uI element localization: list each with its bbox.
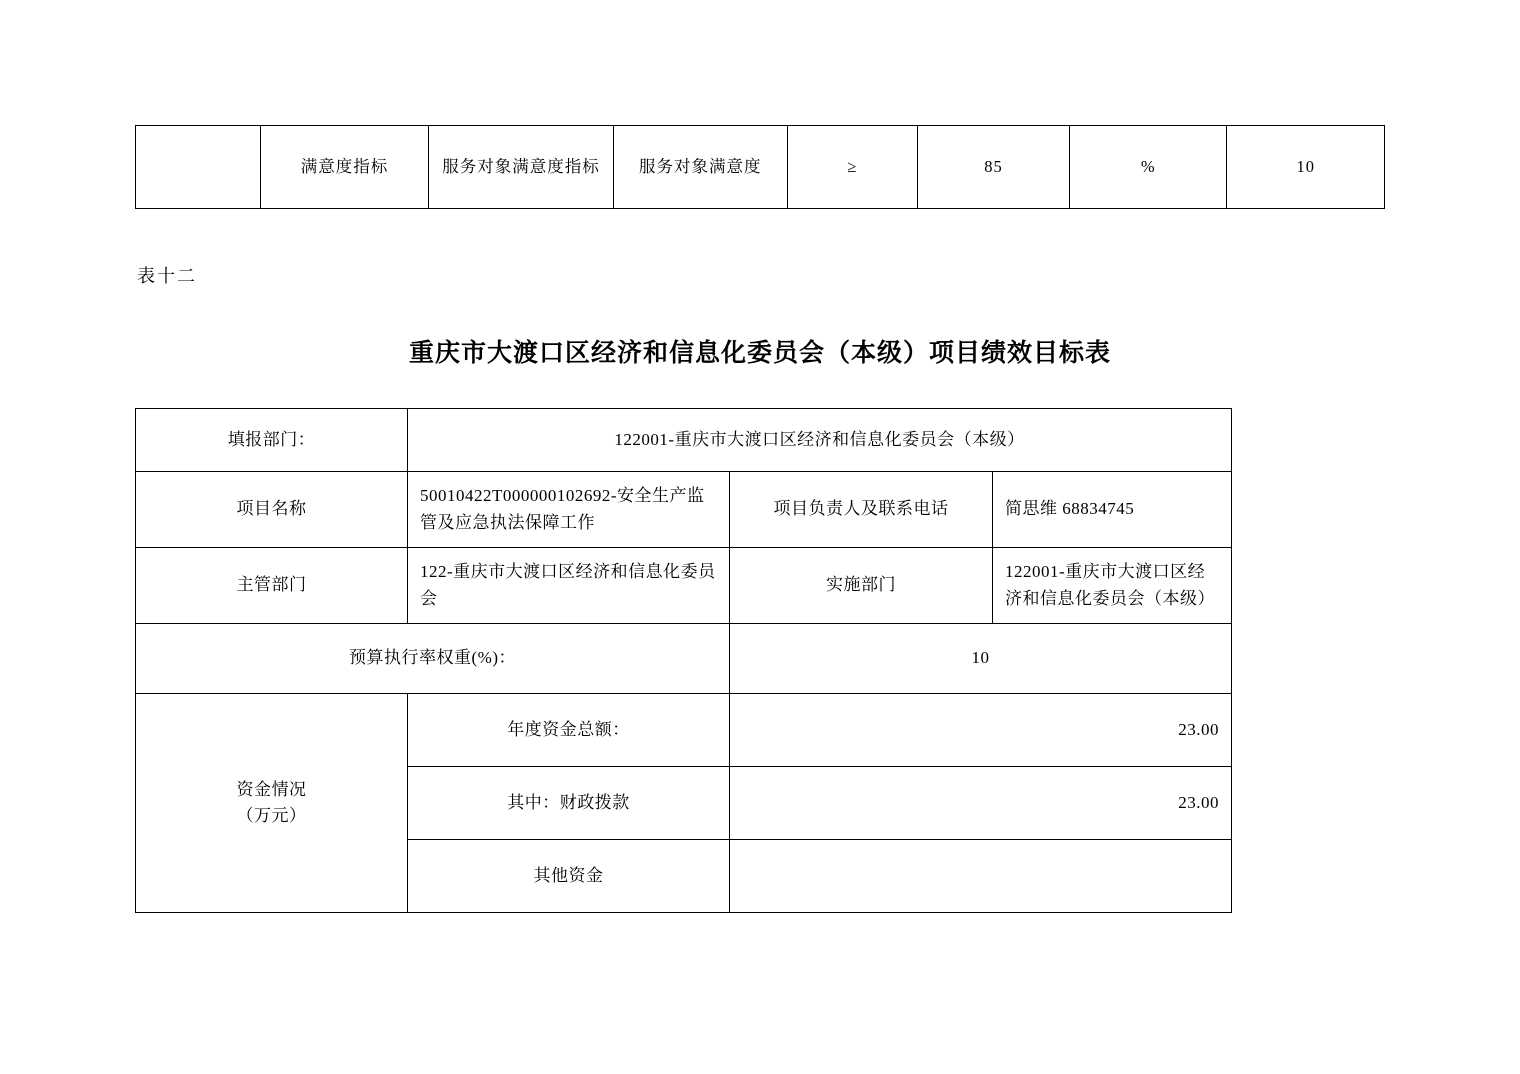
page-title: 重庆市大渡口区经济和信息化委员会（本级）项目绩效目标表: [408, 340, 1111, 367]
table-row-report-dept: [136, 409, 1232, 472]
table-row-budget-rate: [136, 624, 1232, 694]
fund-fiscal-label: 其中：财政拨款: [408, 767, 730, 840]
admin-dept-value: 122-重庆市大渡口区经济和信息化委员会: [408, 548, 730, 624]
fund-other-value: [730, 840, 1232, 913]
admin-dept-label: 主管部门: [136, 548, 408, 624]
project-owner-label: 项目负责人及联系电话: [730, 472, 993, 548]
fund-label-line2: （万元）: [236, 806, 307, 825]
indicator-name-cell: 服务对象满意度: [613, 126, 787, 209]
fund-label-line1: 资金情况: [236, 779, 307, 799]
report-dept-label: 填报部门：: [136, 409, 408, 472]
impl-dept-label: 实施部门: [730, 548, 993, 624]
project-owner-value: 简思维 68834745: [993, 472, 1232, 548]
indicator-group-cell: 服务对象满意度指标: [429, 126, 614, 209]
form-number: 表十二: [137, 266, 197, 286]
indicator-category-cell: 满意度指标: [260, 126, 428, 209]
fund-fiscal-value: 23.00: [730, 767, 1232, 840]
report-dept-value: 122001-重庆市大渡口区经济和信息化委员会（本级）: [408, 409, 1232, 472]
budget-rate-value: 10: [730, 624, 1232, 694]
indicator-weight-cell: 10: [1227, 126, 1385, 209]
fund-total-value: 23.00: [730, 694, 1232, 767]
indicator-empty-cell: [136, 126, 261, 209]
indicator-value-cell: 85: [917, 126, 1069, 209]
fund-total-label: 年度资金总额：: [408, 694, 730, 767]
table-row-admin-dept: [136, 548, 1232, 624]
indicator-unit-cell: %: [1069, 126, 1226, 209]
table-row: [136, 126, 1385, 209]
table-row-fund-total: [136, 694, 1232, 767]
indicator-continuation-table: [135, 125, 1385, 209]
budget-rate-label: 预算执行率权重(%)：: [136, 624, 730, 694]
table-row-project-name: [136, 472, 1232, 548]
project-performance-table: [135, 408, 1232, 913]
fund-section-label: [136, 694, 408, 913]
impl-dept-value: 122001-重庆市大渡口区经济和信息化委员会（本级）: [993, 548, 1232, 624]
project-name-label: 项目名称: [136, 472, 408, 548]
project-name-value: 50010422T000000102692-安全生产监管及应急执法保障工作: [408, 472, 730, 548]
indicator-operator-cell: ≥: [787, 126, 917, 209]
fund-other-label: 其他资金: [408, 840, 730, 913]
